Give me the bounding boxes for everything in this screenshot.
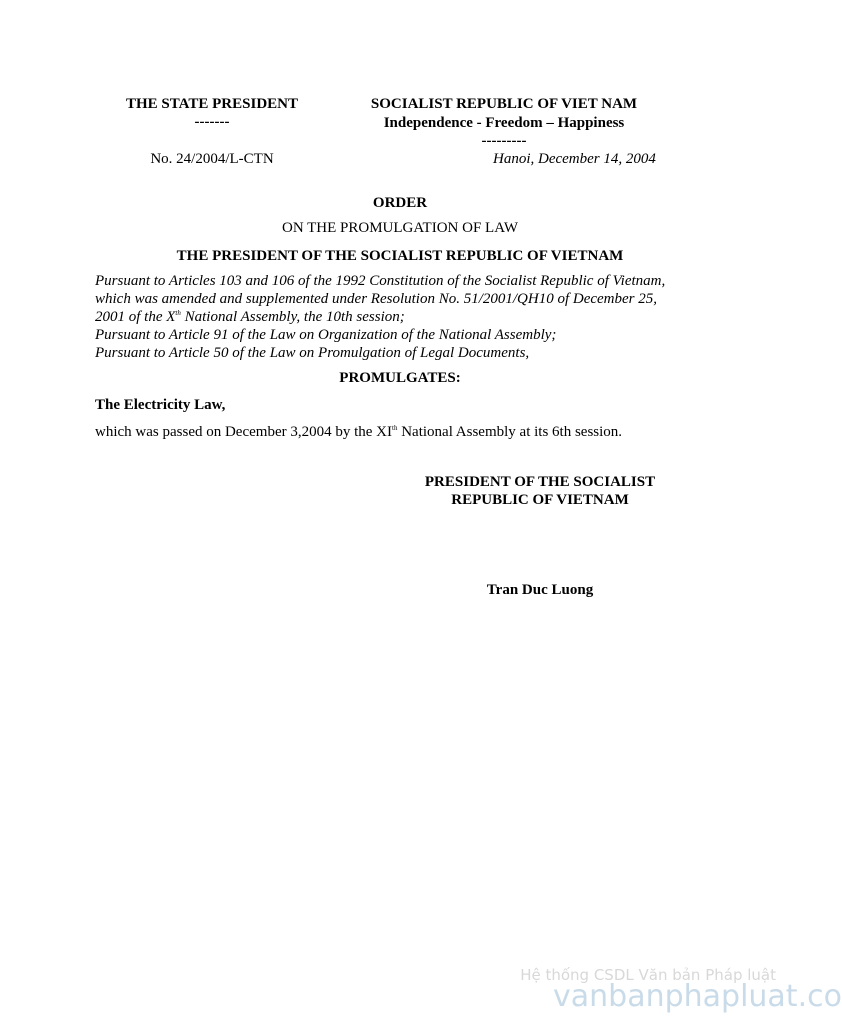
passage-text: National Assembly at its 6th session.	[397, 424, 623, 440]
issuer-title: THE STATE PRESIDENT	[126, 96, 298, 112]
national-motto: Independence - Freedom – Happiness	[383, 115, 625, 131]
preamble-line: Pursuant to Article 50 of the Law on Promulgation of Legal Documents,	[95, 345, 530, 361]
preamble-line	[95, 308, 405, 326]
place-and-date: Hanoi, December 14, 2004	[493, 151, 656, 167]
preamble-text: National Assembly, the 10th session;	[180, 309, 405, 325]
passage-text: which was passed on December 3,2004 by the XI	[95, 424, 393, 440]
preamble-line: which was amended and supplemented under Resolution No. 51/2001/QH10 of December 25,	[95, 291, 658, 307]
preamble-text: 2001 of the X	[95, 309, 176, 325]
preamble-line: Pursuant to Article 91 of the Law on Organization of the National Assembly;	[95, 327, 557, 343]
law-name: The Electricity Law,	[95, 397, 226, 413]
document-subtitle: ON THE PROMULGATION OF LAW	[281, 220, 518, 236]
signatory-title: REPUBLIC OF VIETNAM	[451, 492, 629, 508]
country-title: SOCIALIST REPUBLIC OF VIET NAM	[370, 96, 638, 112]
issuing-authority: THE PRESIDENT OF THE SOCIALIST REPUBLIC OF VIETNAM	[176, 248, 624, 264]
watermark-caption: Hệ thống CSDL Văn bản Pháp luật	[520, 966, 776, 984]
preamble-line: Pursuant to Articles 103 and 106 of the 1992 Constitution of the Socialist Republic of Vietnam,	[95, 273, 666, 289]
ordinal-suffix: th	[392, 424, 398, 432]
signatory-title: PRESIDENT OF THE SOCIALIST	[424, 474, 656, 490]
passage-statement	[95, 423, 622, 441]
signatory-name: Tran Duc Luong	[486, 582, 594, 598]
issuer-divider: -------	[194, 114, 230, 130]
motto-divider: ---------	[481, 133, 527, 149]
watermark-site: vanbanphapluat.co	[553, 979, 842, 1014]
document-type: ORDER	[372, 195, 428, 211]
promulgates-heading: PROMULGATES:	[339, 370, 461, 386]
document-number: No. 24/2004/L-CTN	[150, 151, 274, 167]
ordinal-suffix: th	[175, 309, 181, 317]
